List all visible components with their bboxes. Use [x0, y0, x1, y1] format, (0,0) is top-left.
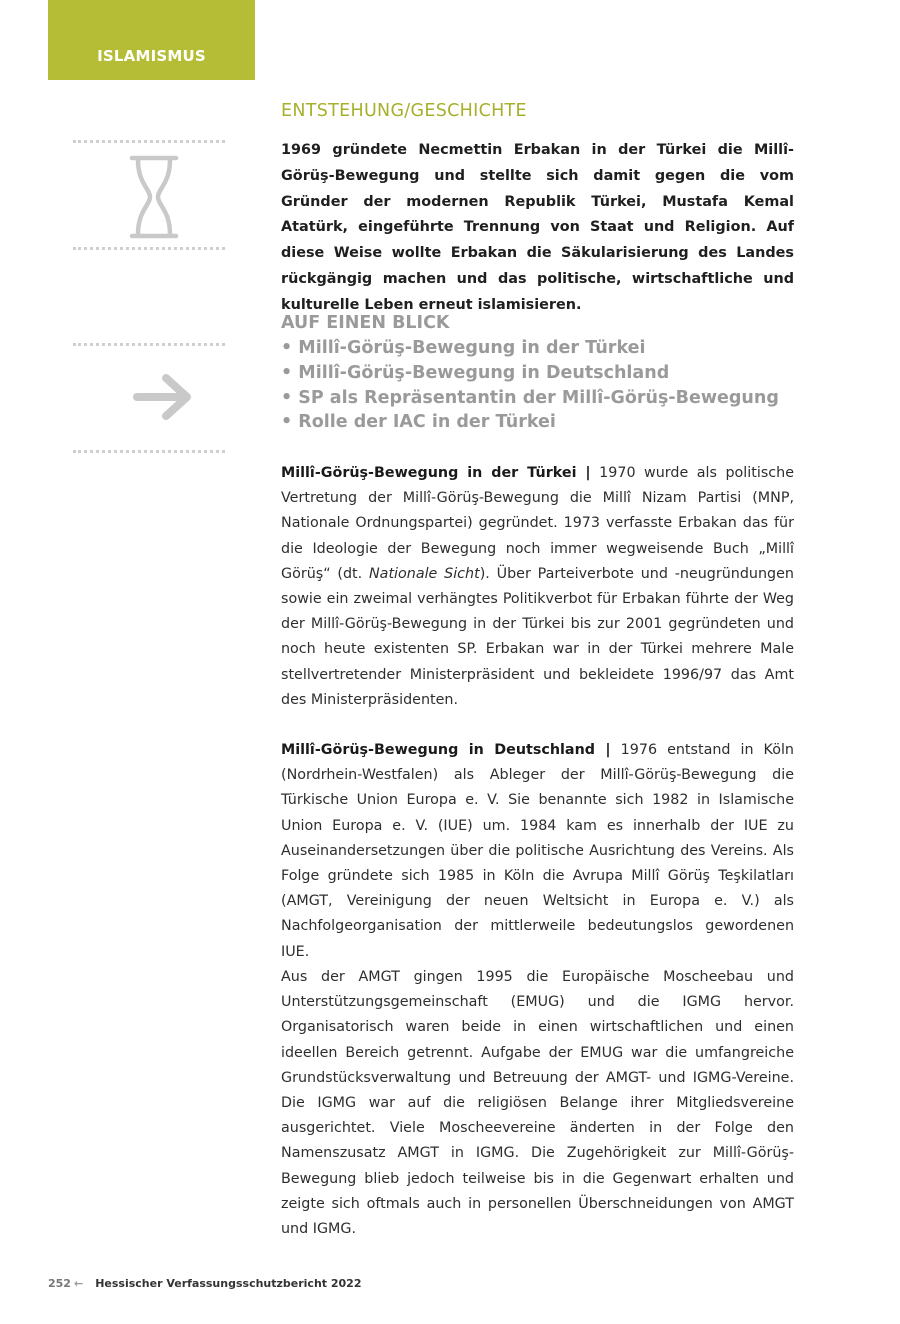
arrow-right-icon [132, 373, 194, 421]
paragraph-text: 1970 wurde als politische Vertretung der Millî-Görüş-Bewegung die Millî Nizam Partisi (MNP, Nationale Ordnungspartei) gegründet. 1973 verfasste Erbakan das für die Ideologie der Bewegung noch immer wegweisende Buch „Millî Görüş“ (dt. [281, 465, 794, 582]
dotted-divider [73, 140, 225, 143]
at-a-glance-list [281, 336, 794, 435]
page-footer [48, 1277, 362, 1290]
at-a-glance-heading: AUF EINEN BLICK [281, 313, 450, 333]
hourglass-icon [128, 155, 180, 239]
publication-title: Hessischer Verfassungsschutzbericht 2022 [95, 1277, 362, 1290]
page-number: 252 [48, 1277, 71, 1290]
paragraph-text: ). Über Parteiverbote und -neugründungen sowie ein zweimal verhängtes Politikverbot für Erbakan führte der Weg der Millî-Görüş-Bewegung in der Türkei bis zur 2001 gegründeten und noch heute existenten SP. Erbakan war in der Türkei mehrere Male stellvertretender Ministerpräsident und bekleidete 1996/97 das Amt des Ministerpräsidenten. [281, 565, 794, 708]
paragraph-lead-in: Millî-Görüş-Bewegung in der Türkei | [281, 465, 591, 481]
paragraph-lead-in: Millî-Görüş-Bewegung in Deutschland | [281, 742, 611, 758]
list-item: • Millî-Görüş-Bewegung in der Türkei [281, 338, 646, 358]
section-tab-label: ISLAMISMUS [97, 47, 206, 65]
dotted-divider [73, 247, 225, 250]
section-heading: ENTSTEHUNG/GESCHICHTE [281, 101, 527, 121]
paragraph-italic: Nationale Sicht [368, 565, 480, 582]
paragraph-germany [281, 738, 794, 965]
paragraph-text: 1976 entstand in Köln (Nordrhein-Westfalen) als Ableger der Millî-Görüş-Bewegung die Türkische Union Europa e. V. Sie benannte sich 1982 in Islamische Union Europa e. V. (IUE) um. 1984 kam es innerhalb der IUE zu Auseinandersetzungen über die politische Ausrichtung des Vereins. Als Folge gründete sich 1985 in Köln die Avrupa Millî Görüş Teşkilatları (AMGT, Vereinigung der neuen Weltsicht in Europa e. V.) als Nachfolgeorganisation der mittlerweile bedeutungslos gewordenen IUE. [281, 742, 794, 960]
list-item: • Millî-Görüş-Bewegung in Deutschland [281, 362, 670, 383]
list-item: • SP als Repräsentantin der Millî-Görüş-Bewegung [281, 387, 779, 408]
lead-paragraph: 1969 gründete Necmettin Erbakan in der Türkei die Millî-Görüş-Bewegung und stellte sich damit gegen die vom Gründer der modernen Republik Türkei, Mustafa Kemal Atatürk, eingeführte Trennung von Staat und Religion. Auf diese Weise wollte Erbakan die Säkularisierung des Landes rückgängig machen und das politische, wirtschaftliche und kulturelle Leben erneut islamisieren. [281, 142, 794, 313]
paragraph-amgt: Aus der AMGT gingen 1995 die Europäische Moscheebau und Unterstützungsgemeinschaft (EMUG) und die IGMG hervor. Organisatorisch waren beide in einen wirtschaftlichen und einen ideellen Bereich getrennt. Aufgabe der EMUG war die umfangreiche Grundstücksverwaltung und Betreuung der AMGT- und IGMG-Vereine. Die IGMG war auf die religiösen Belange ihrer Mitgliedsvereine ausgerichtet. Viele Moscheevereine änderten in der Folge den Namenszusatz AMGT in IGMG. Die Zugehörigkeit zur Millî-Görüş-Bewegung blieb jedoch teilweise bis in die Gegenwart erhalten und zeigte sich oftmals auch in personellen Überschneidungen von AMGT und IGMG. [281, 969, 794, 1238]
dotted-divider [73, 450, 225, 453]
list-item: • Rolle der IAC in der Türkei [281, 412, 556, 433]
back-arrow-icon: ← [73, 1277, 84, 1290]
paragraph-turkey [281, 461, 794, 713]
section-tab [48, 0, 255, 80]
dotted-divider [73, 343, 225, 346]
